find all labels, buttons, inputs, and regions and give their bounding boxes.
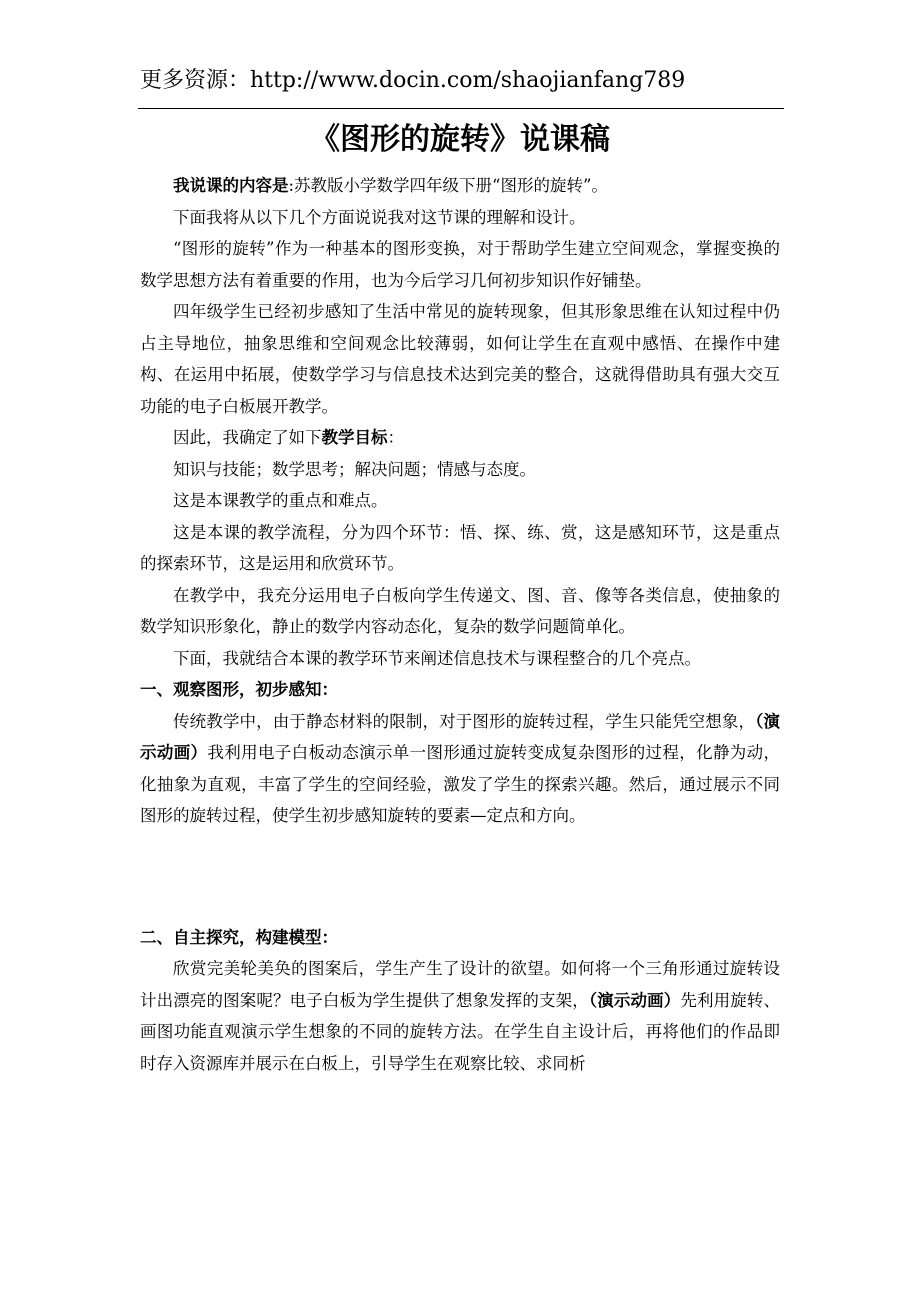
section-2-heading: 二、自主探究，构建模型： — [140, 927, 338, 947]
paragraph-1: 下面我将从以下几个方面说说我对这节课的理解和设计。 — [173, 207, 586, 227]
goals-colon: ： — [387, 428, 404, 447]
section-2-text-post: 先利用旋转、画图功能直观演示学生想象的不同的旋转方法。在学生自主设计后，再将他们的作品即时存入资源库并展示在白板上，引导学生在观察比较、求同析 — [140, 990, 780, 1073]
header-divider — [138, 108, 784, 109]
section-1-paragraph — [140, 706, 780, 832]
section-2-text-pre: 欣赏完美轮美奂的图案后，学生产生了设计的欲望。如何将一个三角形通过旋转设计出漂亮的图案呢？电子白板为学生提供了想象发挥的支架， — [140, 959, 780, 1010]
section-1-heading: 一、观察图形，初步感知： — [140, 680, 338, 699]
section-2-demo-label: （演示动画） — [588, 990, 681, 1010]
paragraph-9: 下面，我就结合本课的教学环节来阐述信息技术与课程整合的几个亮点。 — [173, 648, 701, 668]
intro-paragraph — [140, 170, 780, 202]
document-title: 《图形的旋转》说课稿 — [310, 122, 610, 157]
section-1-text-post: 我利用电子白板动态演示单一图形通过旋转变成复杂图形的过程，化静为动，化抽象为直观，丰富了学生的空间经验，激发了学生的探索兴趣。然后，通过展示不同图形的旋转过程，使学生初步感知旋转的要素—定点和方向。 — [140, 743, 781, 825]
document-body — [140, 170, 780, 1079]
paragraph-3: 四年级学生已经初步感知了生活中常见的旋转现象，但其形象思维在认知过程中仍占主导地位，抽象思维和空间观念比较薄弱，如何让学生在直观中感悟、在操作中建构、在运用中拓展，使数学学习与信息技术达到完美的整合，这就得借助具有强大交互功能的电子白板展开教学。 — [140, 302, 780, 416]
section-spacer — [140, 832, 780, 922]
paragraph-5: 知识与技能；数学思考；解决问题；情感与态度。 — [173, 459, 536, 479]
paragraph-6: 这是本课教学的重点和难点。 — [173, 491, 388, 510]
paragraph-8: 在教学中，我充分运用电子白板向学生传递文、图、音、像等各类信息，使抽象的数学知识形象化，静止的数学内容动态化，复杂的数学问题简单化。 — [140, 585, 780, 636]
header-source-link[interactable]: 更多资源：http://www.docin.com/shaojianfang789 — [140, 68, 686, 93]
paragraph-2: “图形的旋转”作为一种基本的图形变换，对于帮助学生建立空间观念，掌握变换的数学思想方法有着重要的作用，也为今后学习几何初步知识作好铺垫。 — [140, 239, 780, 290]
section-1-demo-label: （演示动画） — [140, 711, 781, 762]
intro-text: :苏教版小学数学四年级下册“图形的旋转”。 — [288, 176, 608, 195]
paragraph-7: 这是本课的教学流程，分为四个环节：悟、探、练、赏，这是感知环节，这是重点的探索环节，这是运用和欣赏环节。 — [140, 522, 780, 573]
intro-label: 我说课的内容是 — [173, 176, 289, 195]
section-2-paragraph — [140, 953, 780, 1079]
section-1-text-pre: 传统教学中，由于静态材料的限制，对于图形的旋转过程，学生只能凭空想象， — [173, 711, 756, 731]
goals-label: 教学目标 — [321, 428, 388, 447]
paragraph-4 — [140, 422, 780, 454]
goals-intro-text: 因此，我确定了如下 — [173, 428, 322, 447]
